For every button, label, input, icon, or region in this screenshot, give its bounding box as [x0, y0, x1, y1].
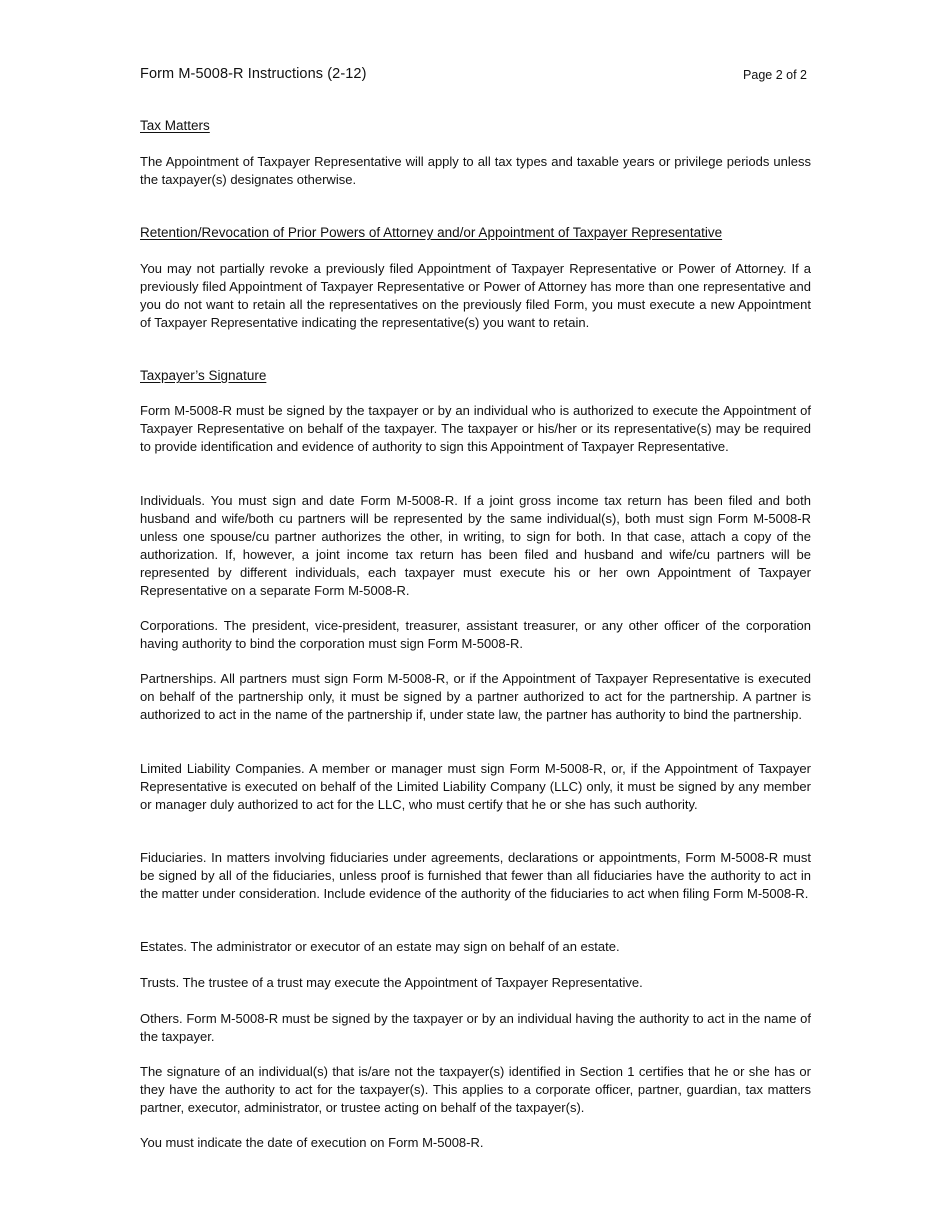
tax-matters-paragraph: The Appointment of Taxpayer Representative will apply to all tax types and taxable years or privilege periods unless the taxpayer(s) designates otherwise. [140, 154, 811, 187]
fiduciaries-paragraph: Fiduciaries. In matters involving fiduciaries under agreements, declarations or appointments, Form M-5008-R must be signed by all of the fiduciaries, unless proof is furnished that fewer than all fiduciaries have the authority to act in the matter under consideration. Include evidence of the authority of the fiduciaries to act when filing Form M-5008-R. [140, 850, 811, 901]
page-number: Page 2 of 2 [743, 68, 807, 82]
signature-heading: Taxpayer’s Signature [140, 368, 267, 383]
certification-paragraph: The signature of an individual(s) that is/are not the taxpayer(s) identified in Section 1 certifies that he or she has or they have the authority to act for the taxpayer(s). This applies to a corporate officer, partner, guardian, tax matters partner, executor, administrator, or trustee acting on behalf of the taxpayer(s). [140, 1064, 811, 1115]
retention-heading: Retention/Revocation of Prior Powers of Attorney and/or Appointment of Taxpayer Representative [140, 225, 723, 240]
corporations-paragraph: Corporations. The president, vice-president, treasurer, assistant treasurer, or any other officer of the corporation having authority to bind the corporation must sign Form M-5008-R. [140, 618, 811, 651]
retention-paragraph: You may not partially revoke a previously filed Appointment of Taxpayer Representative or Power of Attorney. If a previously filed Appointment of Taxpayer Representative or Power of Attorney has more than one representative and you do not want to retain all the representatives on the previously filed Form, you must execute a new Appointment of Taxpayer Representative indicating the representative(s) you want to retain. [140, 261, 811, 330]
trusts-paragraph: Trusts. The trustee of a trust may execute the Appointment of Taxpayer Representative. [140, 975, 643, 990]
partnerships-paragraph: Partnerships. All partners must sign Form M-5008-R, or if the Appointment of Taxpayer Representative is executed on behalf of the partnership only, it must be signed by a partner authorized to act for the partnership. A partner is authorized to act in the name of the partnership if, under state law, the partner has authority to bind the partnership. [140, 671, 811, 722]
estates-paragraph: Estates. The administrator or executor of an estate may sign on behalf of an estate. [140, 939, 620, 954]
page-header [140, 66, 811, 86]
tax-matters-heading: Tax Matters [140, 118, 210, 133]
signature-intro-paragraph: Form M-5008-R must be signed by the taxpayer or by an individual who is authorized to execute the Appointment of Taxpayer Representative on behalf of the taxpayer. The taxpayer or his/her or its representative(s) may be required to provide identification and evidence of authority to sign this Appointment of Taxpayer Representative. [140, 403, 811, 454]
form-title: Form M-5008-R Instructions (2-12) [140, 66, 367, 82]
llc-paragraph: Limited Liability Companies. A member or manager must sign Form M-5008-R, or, if the Appointment of Taxpayer Representative is executed on behalf of the Limited Liability Company (LLC) only, it must be signed by any member or manager duly authorized to act for the LLC, who must certify that he or she has such authority. [140, 761, 811, 812]
individuals-paragraph: Individuals. You must sign and date Form M-5008-R. If a joint gross income tax return has been filed and both husband and wife/both cu partners will be represented by the same individual(s), both must sign Form M-5008-R unless one spouse/cu partner authorizes the other, in writing, to sign for both. In that case, attach a copy of the authorization. If, however, a joint income tax return has been filed and husband and wife/cu partners will be represented by different individuals, each taxpayer must execute his or her own Appointment of Taxpayer Representative on a separate Form M-5008-R. [140, 493, 811, 598]
date-note-paragraph: You must indicate the date of execution on Form M-5008-R. [140, 1135, 484, 1150]
others-paragraph: Others. Form M-5008-R must be signed by the taxpayer or by an individual having the authority to act in the name of the taxpayer. [140, 1011, 811, 1044]
